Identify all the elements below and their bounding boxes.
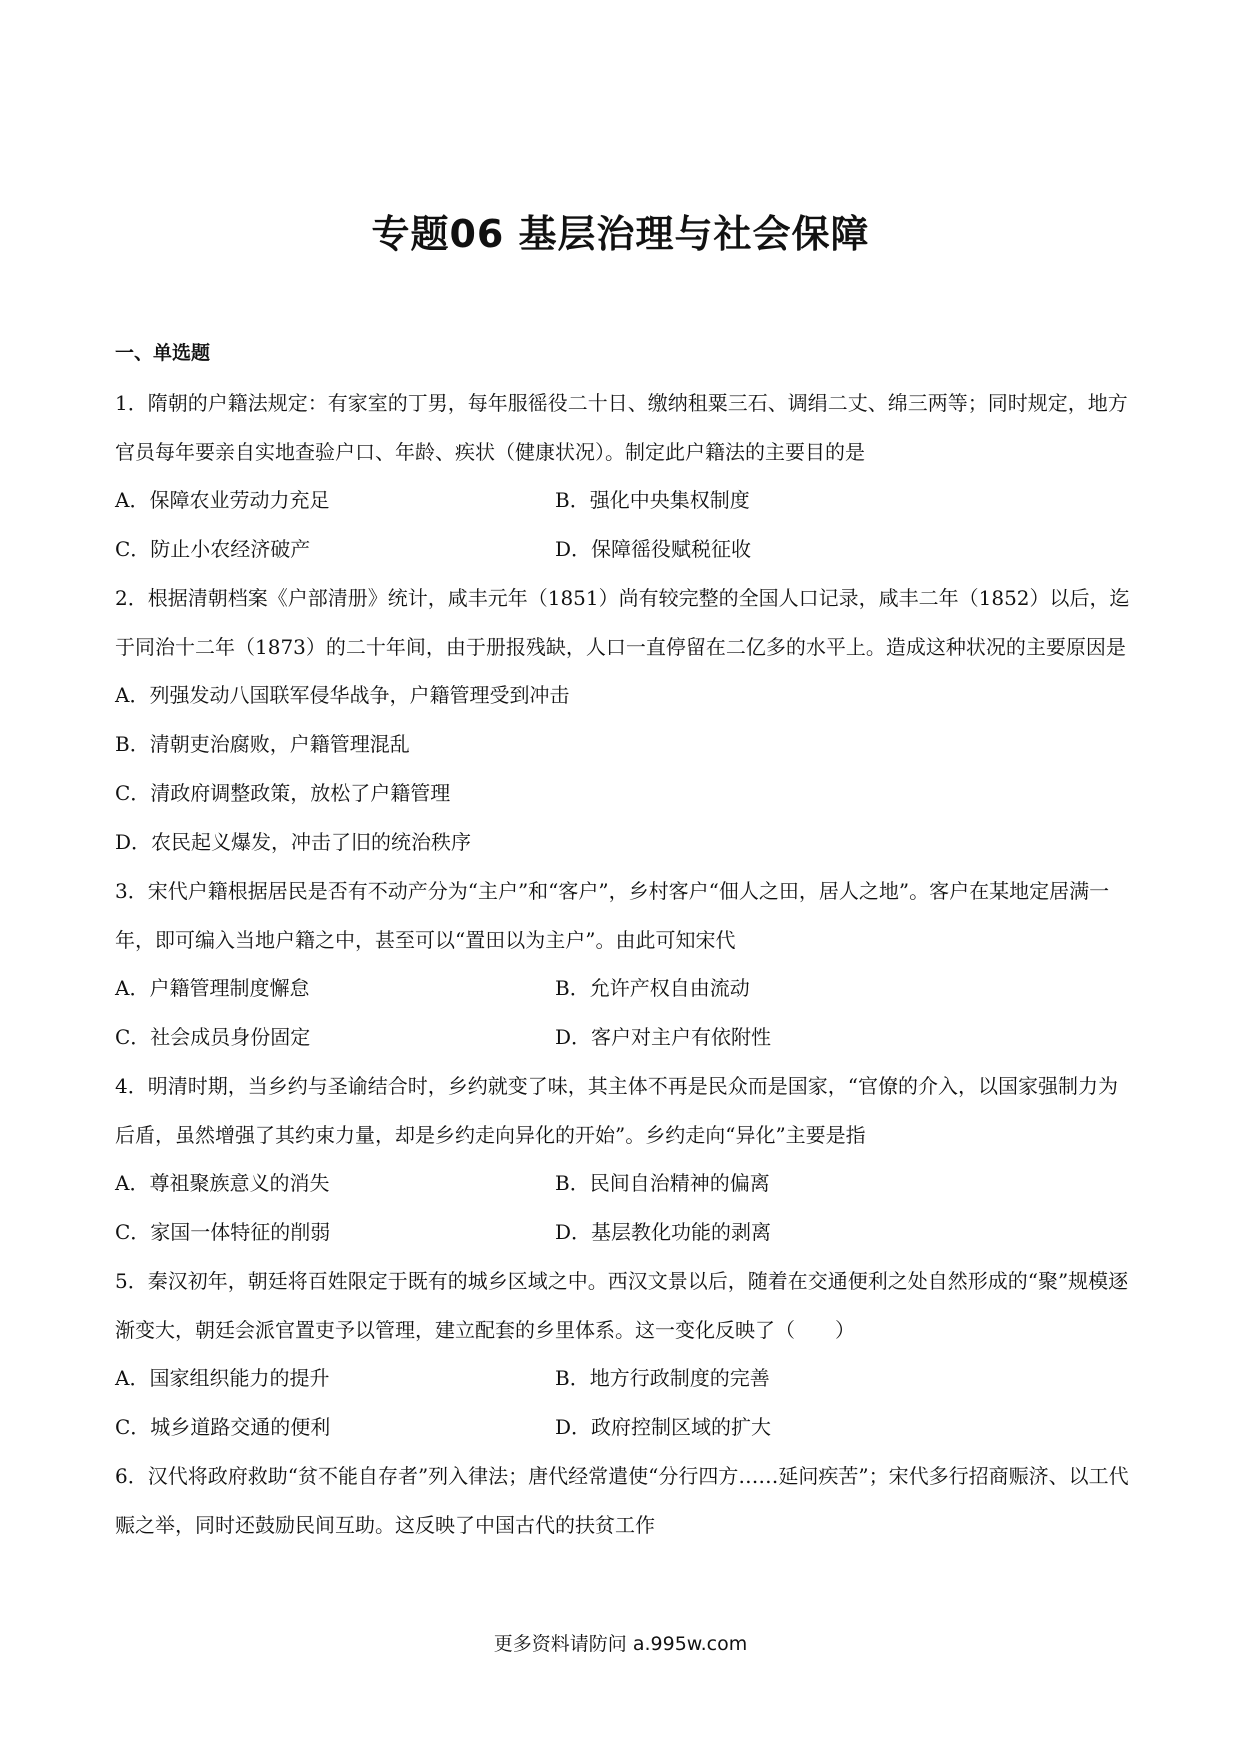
question-5 <box>115 1257 1135 1452</box>
question-stem: 6．汉代将政府救助“贫不能自存者”列入律法；唐代经常遣使“分行四方……延问疾苦”；宋代多行招商赈济、以工代赈之举，同时还鼓励民间互助。这反映了中国古代的扶贫工作 <box>115 1464 1129 1537</box>
question-4 <box>115 1062 1135 1257</box>
option-c: C．城乡道路交通的便利 <box>115 1415 331 1439</box>
option-group <box>115 1354 1135 1452</box>
question-2 <box>115 574 1135 867</box>
option-d: D．政府控制区域的扩大 <box>555 1415 772 1439</box>
option-c: C．防止小农经济破产 <box>115 537 311 561</box>
question-stem: 2．根据清朝档案《户部清册》统计，咸丰元年（1851）尚有较完整的全国人口记录，咸丰二年（1852）以后，迄于同治十二年（1873）的二十年间，由于册报残缺，人口一直停留在二亿多的水平上。造成这种状况的主要原因是 <box>115 586 1130 659</box>
option-a: A．尊祖聚族意义的消失 <box>115 1171 330 1195</box>
option-a: A．列强发动八国联军侵华战争，户籍管理受到冲击 <box>115 683 570 707</box>
option-b: B．强化中央集权制度 <box>555 488 750 512</box>
option-group <box>115 476 1135 574</box>
question-6 <box>115 1452 1135 1549</box>
option-d: D．客户对主户有依附性 <box>555 1025 772 1049</box>
option-group <box>115 1159 1135 1257</box>
footer-link-text: 更多资料请防问 a.995w.com <box>493 1633 748 1655</box>
page-title: 专题06 基层治理与社会保障 <box>371 212 870 256</box>
option-group <box>115 964 1135 1062</box>
option-c: C．清政府调整政策，放松了户籍管理 <box>115 781 451 805</box>
option-b: B．民间自治精神的偏离 <box>555 1171 770 1195</box>
option-group <box>115 671 1135 867</box>
option-a: A．户籍管理制度懈怠 <box>115 976 310 1000</box>
option-b: B．清朝吏治腐败，户籍管理混乱 <box>115 732 410 756</box>
question-stem: 3．宋代户籍根据居民是否有不动产分为“主户”和“客户”，乡村客户“佃人之田，居人之地”。客户在某地定居满一年，即可编入当地户籍之中，甚至可以“置田以为主户”。由此可知宋代 <box>115 879 1110 952</box>
option-b: B．允许产权自由流动 <box>555 976 750 1000</box>
question-1 <box>115 379 1135 574</box>
section-heading: 一、单选题 <box>115 342 211 364</box>
option-a: A．保障农业劳动力充足 <box>115 488 330 512</box>
question-list <box>115 379 1135 1549</box>
option-a: A．国家组织能力的提升 <box>115 1366 330 1390</box>
question-3 <box>115 867 1135 1062</box>
option-b: B．地方行政制度的完善 <box>555 1366 770 1390</box>
option-c: C．家国一体特征的削弱 <box>115 1220 331 1244</box>
option-d: D．保障徭役赋税征收 <box>555 537 752 561</box>
question-stem: 5．秦汉初年，朝廷将百姓限定于既有的城乡区域之中。西汉文景以后，随着在交通便利之处自然形成的“聚”规模逐渐变大，朝廷会派官置吏予以管理，建立配套的乡里体系。这一变化反映了（ ） <box>115 1269 1129 1342</box>
question-stem: 4．明清时期，当乡约与圣谕结合时，乡约就变了味，其主体不再是民众而是国家，“官僚的介入，以国家强制力为后盾，虽然增强了其约束力量，却是乡约走向异化的开始”。乡约走向“异化”主要是指 <box>115 1074 1118 1147</box>
question-stem: 1．隋朝的户籍法规定：有家室的丁男，每年服徭役二十日、缴纳租粟三石、调绢二丈、绵三两等；同时规定，地方官员每年要亲自实地查验户口、年龄、疾状（健康状况）。制定此户籍法的主要目的是 <box>115 391 1128 464</box>
option-d: D．基层教化功能的剥离 <box>555 1220 772 1244</box>
option-c: C．社会成员身份固定 <box>115 1025 311 1049</box>
option-d: D．农民起义爆发，冲击了旧的统治秩序 <box>115 830 472 854</box>
